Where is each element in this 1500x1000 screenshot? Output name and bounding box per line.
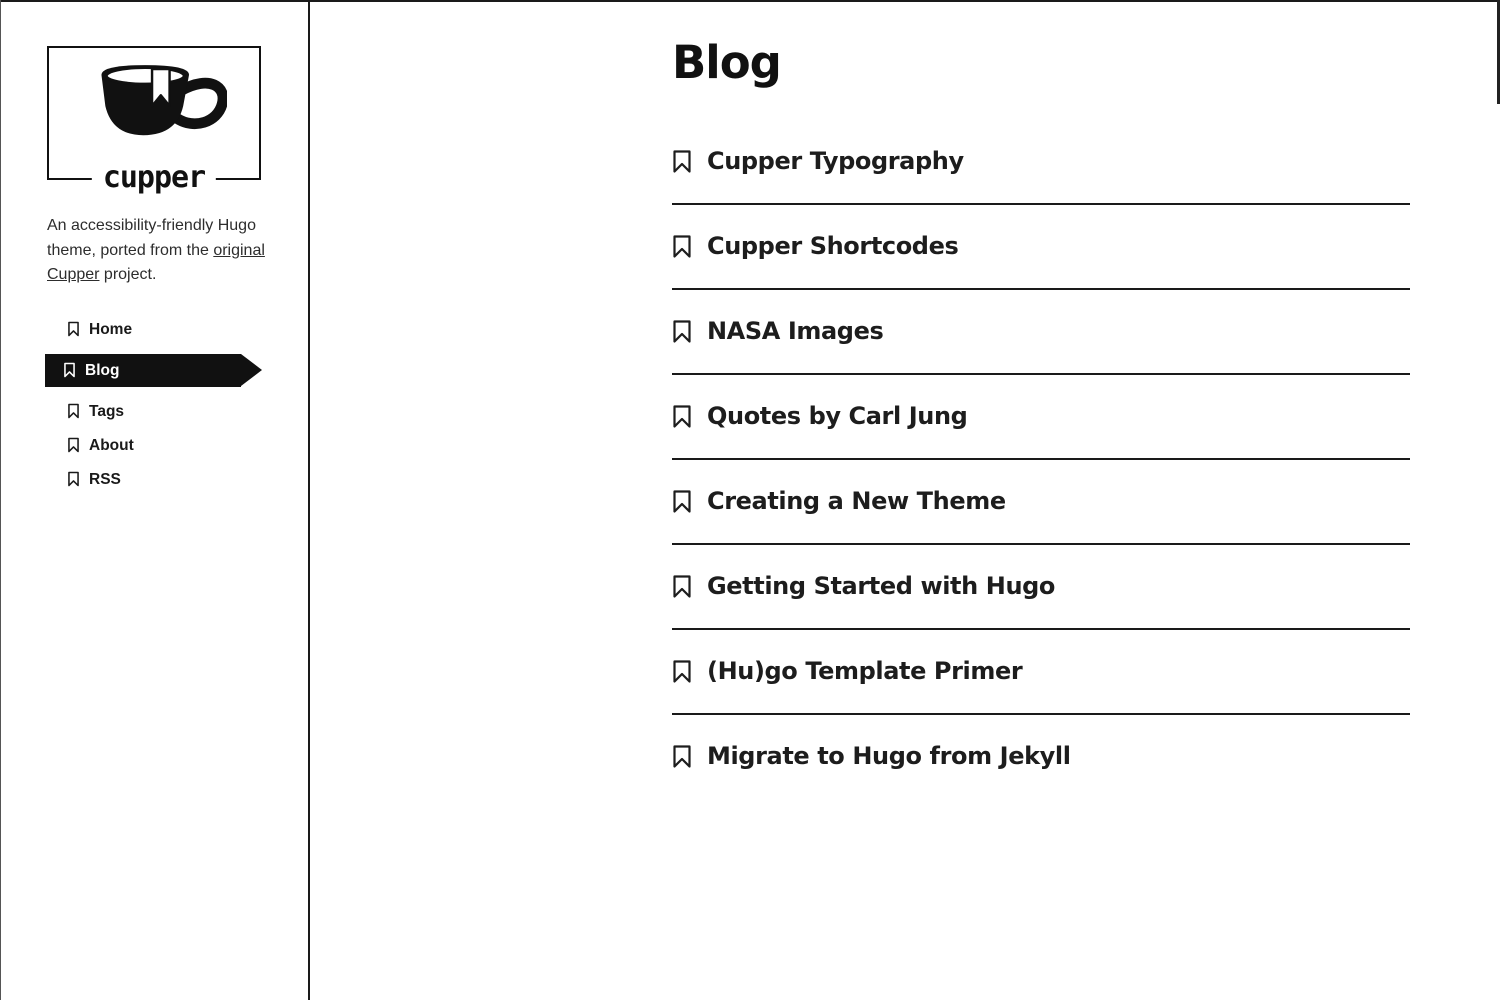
- sidebar-item-blog[interactable]: [45, 354, 241, 387]
- bookmark-icon: [672, 744, 692, 769]
- site-tagline: [47, 214, 266, 288]
- sidebar-nav-label: Tags: [89, 402, 125, 420]
- cup-bookmark-logo-icon: [81, 56, 227, 156]
- sidebar-nav-label: Blog: [85, 361, 120, 379]
- blog-post-item[interactable]: [672, 205, 1410, 290]
- bookmark-icon: [67, 321, 80, 337]
- bookmark-icon: [672, 404, 692, 429]
- sidebar-item-rss[interactable]: [45, 463, 241, 496]
- sidebar-nav-label: About: [89, 436, 134, 454]
- post-title-link[interactable]: NASA Images: [707, 317, 884, 345]
- post-title-link[interactable]: Getting Started with Hugo: [707, 572, 1055, 600]
- sidebar-item-tags[interactable]: [45, 395, 241, 428]
- site-logo-text: cupper: [92, 162, 216, 194]
- blog-post-item[interactable]: [672, 460, 1410, 545]
- bookmark-icon: [67, 403, 80, 419]
- blog-post-item[interactable]: [672, 375, 1410, 460]
- post-title-link[interactable]: Quotes by Carl Jung: [707, 402, 968, 430]
- bookmark-icon: [67, 437, 80, 453]
- blog-post-item[interactable]: [672, 120, 1410, 205]
- post-title-link[interactable]: (Hu)go Template Primer: [707, 657, 1023, 685]
- blog-post-item[interactable]: [672, 545, 1410, 630]
- bookmark-icon: [672, 659, 692, 684]
- bookmark-icon: [67, 471, 80, 487]
- bookmark-icon: [672, 489, 692, 514]
- bookmark-icon: [672, 574, 692, 599]
- window-border-left: [0, 0, 1, 1000]
- site-logo-link[interactable]: [47, 46, 261, 195]
- sidebar-nav-label: RSS: [89, 470, 121, 488]
- blog-post-item[interactable]: [672, 630, 1410, 715]
- sidebar: [0, 0, 310, 1000]
- tagline-text-before: An accessibility-friendly Hugo theme, ported from the: [47, 217, 256, 259]
- main-content: [312, 0, 1500, 1000]
- post-title-link[interactable]: Cupper Typography: [707, 147, 964, 175]
- post-title-link[interactable]: Cupper Shortcodes: [707, 232, 959, 260]
- sidebar-item-about[interactable]: [45, 429, 241, 462]
- bookmark-icon: [672, 234, 692, 259]
- page-title: Blog: [672, 36, 781, 89]
- blog-post-item[interactable]: [672, 290, 1410, 375]
- blog-post-item[interactable]: [672, 715, 1410, 798]
- sidebar-item-home[interactable]: [45, 313, 241, 346]
- sidebar-nav-label: Home: [89, 320, 133, 338]
- bookmark-icon: [63, 362, 76, 378]
- post-title-link[interactable]: Migrate to Hugo from Jekyll: [707, 742, 1071, 770]
- window-border-top: [0, 0, 1500, 2]
- original-cupper-link[interactable]: original Cupper: [47, 241, 265, 283]
- post-title-link[interactable]: Creating a New Theme: [707, 487, 1006, 515]
- bookmark-icon: [672, 149, 692, 174]
- blog-post-list: [672, 120, 1410, 798]
- tagline-text-after: project.: [99, 266, 157, 283]
- sidebar-nav: [45, 313, 278, 496]
- bookmark-icon: [672, 319, 692, 344]
